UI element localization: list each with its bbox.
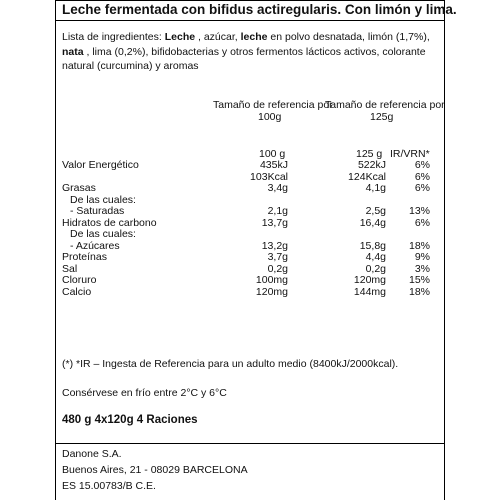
col2-header: 125 g	[356, 148, 383, 160]
nutrient-ir-percent: 3%	[414, 262, 430, 275]
nutrient-value-100g: 103Kcal	[250, 170, 288, 183]
nutrient-ir-percent: 6%	[414, 170, 430, 183]
nutrient-value-125g: 4,4g	[365, 251, 386, 263]
ingredients-label: Lista de ingredientes:	[62, 31, 165, 43]
nutrient-ir-percent: 13%	[408, 205, 430, 217]
company-registry: ES 15.00783/B C.E.	[62, 480, 156, 492]
nutrient-label: De las cuales:	[70, 193, 136, 206]
nutrient-label: - Saturadas	[70, 205, 125, 217]
company-address: Buenos Aires, 21 - 08029 BARCELONA	[62, 464, 248, 476]
nutrient-ir-percent: 15%	[408, 274, 430, 286]
nutrient-ir-percent: 9%	[414, 251, 430, 263]
ref1-header: Tamaño de referencia por	[213, 99, 333, 111]
nutrient-label: Proteínas	[62, 251, 107, 263]
ref1-header-qty: 100g	[258, 111, 282, 123]
package-quantity: 480 g 4x120g 4 Raciones	[62, 414, 198, 426]
ingredients-list	[62, 30, 438, 74]
nutrient-value-100g: 100mg	[255, 274, 288, 286]
divider-title	[55, 20, 445, 21]
nutrient-ir-percent: 18%	[408, 285, 430, 298]
footnote: (*) *IR – Ingesta de Referencia para un adulto medio (8400kJ/2000kcal).	[62, 358, 399, 370]
nutrient-label: Hidratos de carbono	[62, 216, 157, 229]
nutrient-value-125g: 16,4g	[359, 216, 386, 229]
nutrient-value-125g: 522kJ	[357, 159, 386, 171]
divider-top	[55, 0, 445, 1]
product-title: Leche fermentada con bifidus actiregularis. Con limón y lima.	[62, 2, 457, 17]
col1-header: 100 g	[259, 148, 286, 160]
ingredient-bold-leche: Leche	[164, 31, 196, 43]
divider-company	[55, 443, 445, 444]
ingredient-bold-leche-2: leche	[240, 31, 268, 43]
nutrient-value-100g: 2,1g	[267, 205, 288, 217]
nutrient-label: Sal	[62, 262, 78, 275]
ingredient-text: , azúcar,	[195, 31, 241, 43]
ref2-header-qty: 125g	[370, 111, 394, 123]
nutrient-value-125g: 15,8g	[359, 239, 386, 252]
ingredient-bold-nata: nata	[62, 45, 84, 58]
nutrient-ir-percent: 6%	[414, 216, 430, 229]
nutrient-label: Valor Energético	[62, 159, 139, 171]
nutrient-value-100g: 120mg	[255, 285, 288, 298]
nutrient-value-100g: 3,7g	[267, 251, 288, 263]
nutrient-value-100g: 3,4g	[267, 182, 288, 194]
col3-header: IR/VRN*	[390, 148, 430, 160]
nutrient-ir-percent: 18%	[408, 239, 430, 252]
ingredient-text: , lima (0,2%), bifidobacterias y otros fermentos lácticos activos, colorante natural (curcumina) y aromas	[62, 45, 426, 72]
nutrient-label: Cloruro	[62, 274, 97, 286]
nutrient-label: Grasas	[62, 182, 96, 194]
nutrient-ir-percent: 6%	[414, 182, 430, 194]
ref2-header: Tamaño de referencia por	[325, 99, 445, 111]
nutrient-value-125g: 124Kcal	[348, 170, 386, 183]
nutrient-value-125g: 2,5g	[365, 205, 386, 217]
nutrient-label: De las cuales:	[70, 228, 136, 240]
nutrient-label: Calcio	[62, 285, 92, 298]
nutrient-label: - Azúcares	[70, 239, 120, 252]
nutrient-value-100g: 13,2g	[261, 239, 288, 252]
nutrient-value-100g: 0,2g	[267, 262, 288, 275]
storage-instructions: Consérvese en frío entre 2°C y 6°C	[62, 387, 227, 399]
nutrient-value-125g: 4,1g	[365, 182, 386, 194]
nutrient-ir-percent: 6%	[414, 159, 430, 171]
nutrient-value-125g: 0,2g	[365, 262, 386, 275]
nutrient-value-100g: 13,7g	[261, 216, 288, 229]
nutrient-value-125g: 120mg	[353, 274, 386, 286]
nutrient-value-125g: 144mg	[353, 285, 386, 298]
nutrient-value-100g: 435kJ	[259, 159, 288, 171]
company-name: Danone S.A.	[62, 448, 122, 460]
ingredient-text: en polvo desnatada, limón (1,7%),	[267, 31, 430, 43]
